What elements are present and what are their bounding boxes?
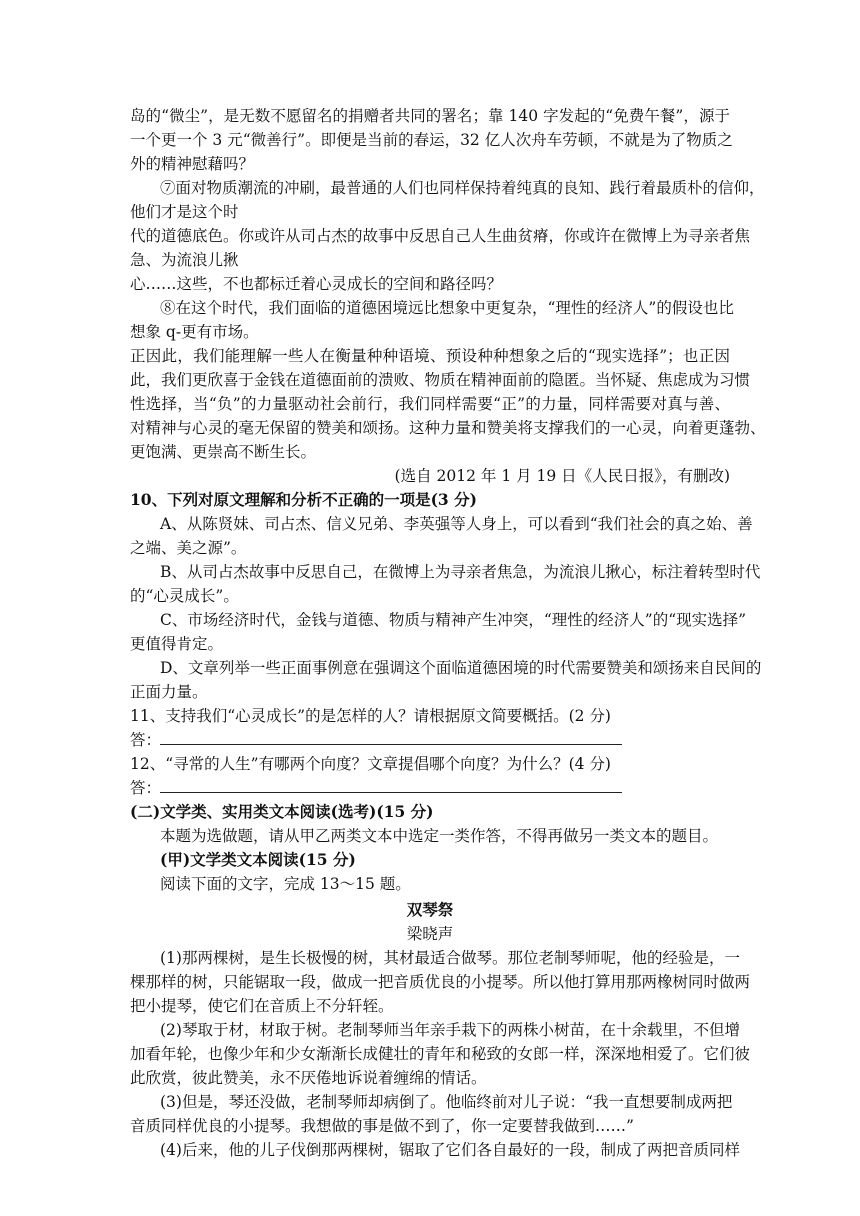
passage-line: 外的精神慰藉吗？: [130, 155, 255, 173]
answer-line-12[interactable]: [160, 792, 622, 793]
option-d-cont: 正面力量。: [130, 683, 208, 701]
section-note: 本题为选做题，请从甲乙两类文本中选定一类作答，不得再做另一类文本的题目。: [160, 827, 719, 845]
passage-line: 对精神与心灵的毫无保留的赞美和颂扬。这种力量和赞美将支撑我们的一心灵，向着更蓬勃、: [130, 419, 766, 437]
source-citation: (选自 2012 年 1 月 19 日《人民日报》，有删改): [394, 467, 730, 485]
passage-line: 想象 q-更有市场。: [130, 323, 259, 341]
option-b: B、从司占杰故事中反思自己，在微博上为寻亲者焦急，为流浪儿揪心，标注着转型时代: [160, 563, 761, 581]
story-paragraph-1: (1)那两棵树，是生长极慢的树，其材最适合做琴。那位老制琴师呢，他的经验是，一: [160, 949, 740, 967]
question-12-stem: 12、“寻常的人生”有哪两个向度？文章提倡哪个向度？为什么？(4 分): [130, 755, 611, 773]
passage-line: 他们才是这个时: [130, 203, 239, 221]
passage-line: 更饱满、更崇高不断生长。: [130, 443, 317, 461]
option-c: C、市场经济时代，金钱与道德、物质与精神产生冲突，“理性的经济人”的“现实选择”: [160, 611, 747, 629]
option-b-cont: 的“心灵成长”。: [130, 587, 239, 605]
story-paragraph-4: (4)后来，他的儿子伐倒那两棵树，锯取了它们各自最好的一段，制成了两把音质同样: [160, 1141, 740, 1159]
answer-label: 答：: [130, 779, 162, 797]
story-line: 棵那样的树，只能锯取一段，做成一把音质优良的小提琴。所以他打算用那两橡树同时做两: [130, 973, 751, 991]
paragraph-8: ⑧在这个时代，我们面临的道德困境远比想象中更复杂，“理性的经济人”的假设也比: [160, 299, 734, 317]
reading-instruction: 阅读下面的文字，完成 13～15 题。: [160, 875, 411, 893]
story-line: 此欣赏，彼此赞美，永不厌倦地诉说着缠绵的情话。: [130, 1069, 487, 1087]
story-author: 梁晓声: [406, 925, 454, 943]
story-line: 音质同样优良的小提琴。我想做的事是做不到了，你一定要替我做到……”: [130, 1117, 634, 1135]
story-paragraph-3: (3)但是，琴还没做，老制琴师却病倒了。他临终前对儿子说：“我一直想要制成两把: [160, 1093, 733, 1111]
passage-line: 代的道德底色。你或许从司占杰的故事中反思自己人生曲贫瘠，你或许在微博上为寻亲者焦: [130, 227, 751, 245]
passage-line: 岛的“微尘”，是无数不愿留名的捐赠者共同的署名；靠 140 字发起的“免费午餐”，源于: [130, 107, 730, 125]
passage-line: 此，我们更欣喜于金钱在道德面前的溃败、物质在精神面前的隐匿。当怀疑、焦虑成为习惯: [130, 371, 751, 389]
question-11-stem: 11、支持我们“心灵成长”的是怎样的人？请根据原文简要概括。(2 分): [130, 707, 611, 725]
story-line: 加看年轮，也像少年和少女渐渐长成健壮的青年和秘致的女郎一样，深深地相爱了。它们彼: [130, 1045, 751, 1063]
story-line: 把小提琴，使它们在音质上不分轩轾。: [130, 997, 394, 1015]
passage-line: 正因此，我们能理解一些人在衡量种种语境、预设种种想象之后的“现实选择”；也正因: [130, 347, 730, 365]
passage-line: 心……这些，不也都标迁着心灵成长的空间和路径吗？: [130, 275, 503, 293]
subsection-title: (甲)文学类文本阅读(15 分): [160, 850, 356, 869]
passage-line: 急、为流浪儿揪: [130, 251, 239, 269]
section-title: (二)文学类、实用类文本阅读(选考)(15 分): [130, 802, 434, 821]
question-10-stem: 10、下列对原文理解和分析不正确的一项是(3 分): [130, 490, 477, 509]
passage-line: 性选择，当“负”的力量驱动社会前行，我们同样需要“正”的力量，同样需要对真与善、: [130, 395, 730, 413]
option-d: D、文章列举一些正面事例意在强调这个面临道德困境的时代需要赞美和颂扬来自民间的: [160, 659, 762, 677]
option-a-cont: 之端、美之源”。: [130, 539, 247, 557]
answer-line-11[interactable]: [160, 744, 622, 745]
answer-label: 答：: [130, 731, 162, 749]
paragraph-7: ⑦面对物质潮流的冲刷，最普通的人们也同样保持着纯真的良知、践行着最质朴的信仰，: [160, 179, 765, 197]
story-title: 双琴祭: [406, 900, 454, 919]
story-paragraph-2: (2)琴取于材，材取于树。老制琴师当年亲手栽下的两株小树苗，在十余载里，不但增: [160, 1021, 740, 1039]
option-c-cont: 更值得肯定。: [130, 635, 224, 653]
passage-line: 一个更一个 3 元“微善行”。即便是当前的春运，32 亿人次舟车劳顿，不就是为了物质之: [130, 131, 733, 149]
option-a: A、从陈贤妹、司占杰、信义兄弟、李英强等人身上，可以看到“我们社会的真之始、善: [160, 515, 753, 533]
